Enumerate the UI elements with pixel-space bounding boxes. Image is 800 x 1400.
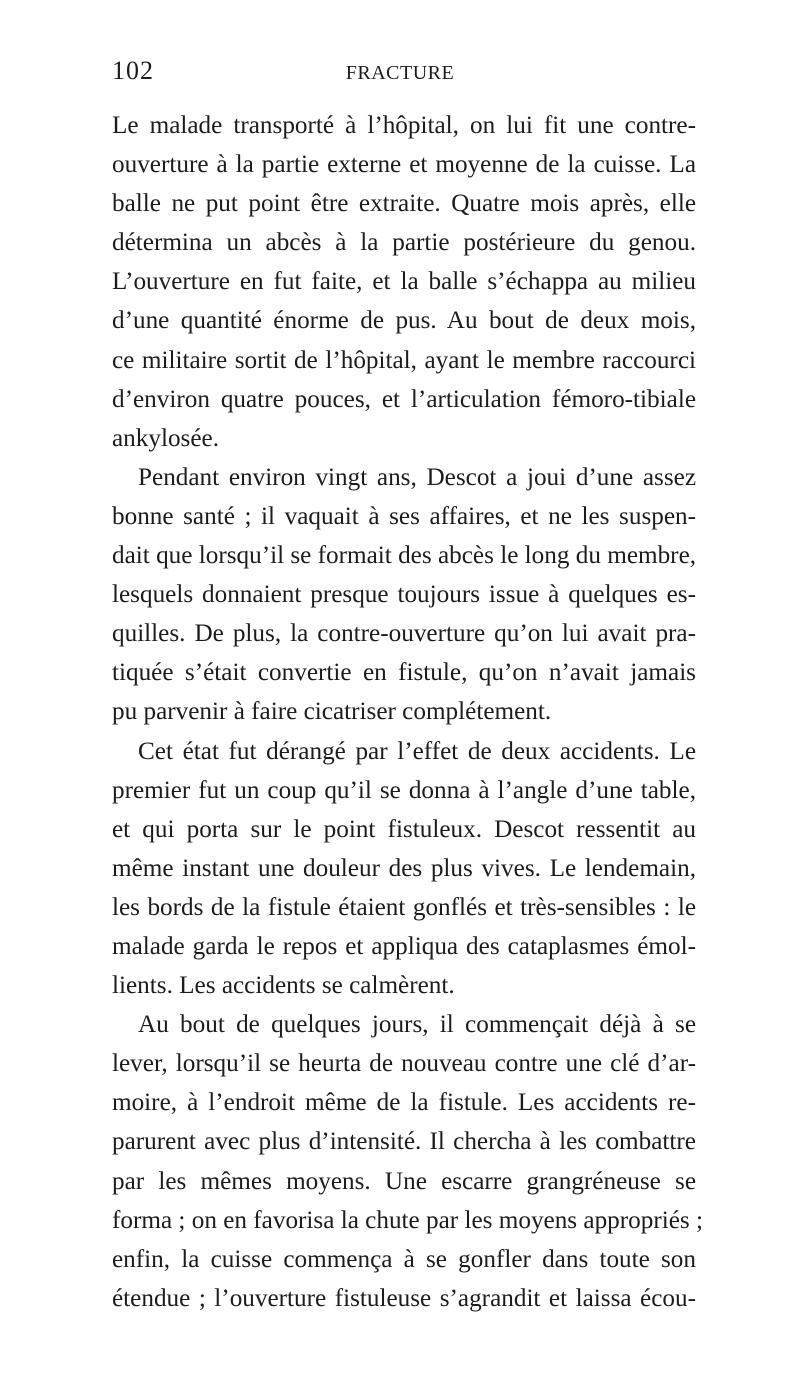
text-line: et qui porta sur le point fistuleux. Descot ressentit au bbox=[112, 815, 696, 843]
text-line: même instant une douleur des plus vives. Le lendemain, bbox=[112, 854, 696, 882]
text-line: ce militaire sortit de l’hôpital, ayant le membre raccourci bbox=[112, 346, 696, 374]
text-line: malade garda le repos et appliqua des cataplasmes émol- bbox=[112, 932, 696, 960]
text-line: par les mêmes moyens. Une escarre grangréneuse se bbox=[112, 1167, 696, 1195]
text-line: enfin, la cuisse commença à se gonfler dans toute son bbox=[112, 1245, 696, 1273]
text-line: étendue ; l’ouverture fistuleuse s’agrandit et laissa écou- bbox=[112, 1284, 696, 1312]
text-line: Cet état fut dérangé par l’effet de deux accidents. Le bbox=[138, 737, 696, 765]
text-line: parurent avec plus d’intensité. Il chercha à les combattre bbox=[112, 1128, 696, 1156]
text-line: d’environ quatre pouces, et l’articulation fémoro-tibiale bbox=[112, 385, 696, 413]
text-line: ouverture à la partie externe et moyenne de la cuisse. La bbox=[112, 151, 696, 179]
page-header bbox=[0, 56, 800, 96]
text-line: lever, lorsqu’il se heurta de nouveau contre une clé d’ar- bbox=[112, 1050, 696, 1078]
text-line: premier fut un coup qu’il se donna à l’angle d’une table, bbox=[112, 776, 696, 804]
text-line: L’ouverture en fut faite, et la balle s’échappa au milieu bbox=[112, 268, 696, 296]
text-line: moire, à l’endroit même de la fistule. Les accidents re- bbox=[112, 1089, 696, 1117]
text-line: forma ; on en favorisa la chute par les moyens appropriés ; bbox=[112, 1206, 704, 1234]
text-line: pu parvenir à faire cicatriser complétement. bbox=[112, 698, 552, 726]
text-line: lients. Les accidents se calmèrent. bbox=[112, 972, 455, 1000]
running-head: FRACTURE bbox=[345, 62, 455, 84]
text-line: les bords de la fistule étaient gonflés et très-sensibles : le bbox=[112, 893, 696, 921]
text-line: détermina un abcès à la partie postérieure du genou. bbox=[112, 229, 696, 257]
page-number: 102 bbox=[112, 56, 154, 85]
text-line: dait que lorsqu’il se formait des abcès le long du membre, bbox=[112, 542, 697, 570]
text-line: d’une quantité énorme de pus. Au bout de deux mois, bbox=[112, 307, 696, 335]
text-line: quilles. De plus, la contre-ouverture qu’on lui avait pra- bbox=[112, 620, 696, 648]
text-line: Au bout de quelques jours, il commençait déjà à se bbox=[138, 1011, 696, 1039]
text-line: bonne santé ; il vaquait à ses affaires, et ne les suspen- bbox=[112, 502, 696, 530]
text-line: lesquels donnaient presque toujours issue à quelques es- bbox=[112, 581, 696, 609]
text-line: Le malade transporté à l’hôpital, on lui fit une contre- bbox=[112, 112, 696, 139]
body-text bbox=[112, 106, 704, 1318]
text-line: ankylosée. bbox=[112, 424, 220, 452]
text-line: tiquée s’était convertie en fistule, qu’on n’avait jamais bbox=[112, 659, 696, 687]
text-line: Pendant environ vingt ans, Descot a joui d’une assez bbox=[138, 463, 696, 491]
text-line: balle ne put point être extraite. Quatre mois après, elle bbox=[112, 190, 696, 218]
